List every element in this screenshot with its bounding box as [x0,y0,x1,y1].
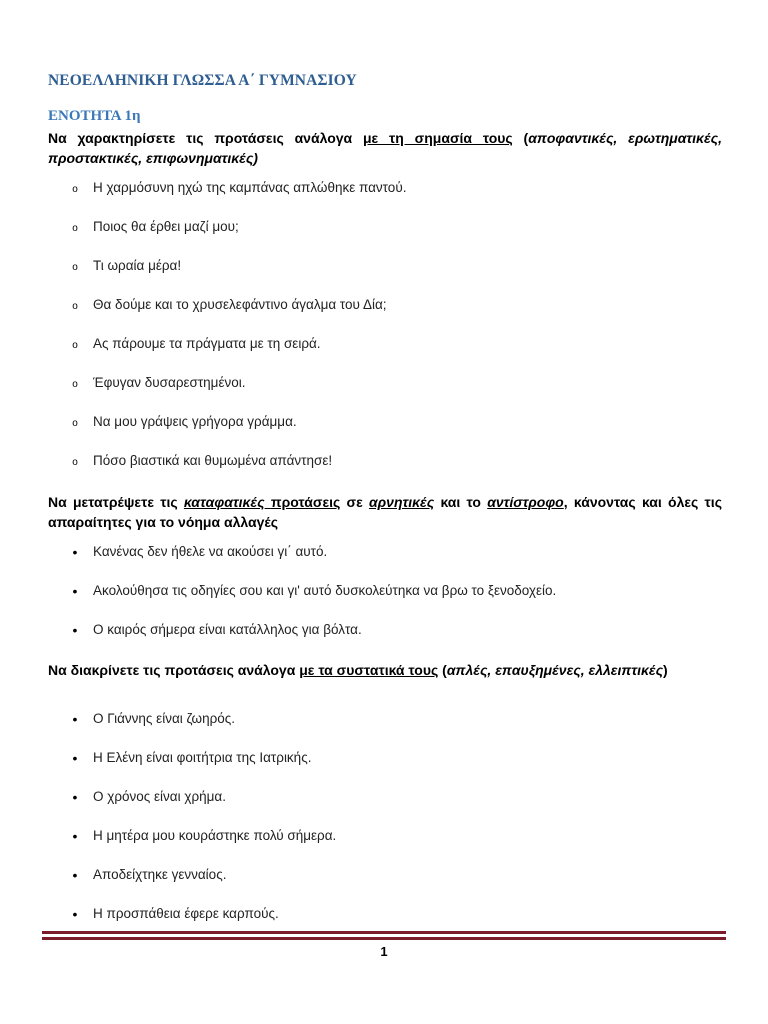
list-bullet-circle: o [72,184,78,195]
list-bullet-dot: • [72,711,78,727]
section-heading: ΕΝΟΤΗΤΑ 1η [48,108,141,124]
instruction-text: Να διακρίνετε τις προτάσεις ανάλογα [48,662,300,678]
instruction-text: , κάνοντας και όλες τις απαραίτητες για το νόημα αλλαγές [48,494,722,530]
instruction-text: ) [663,662,668,678]
list-item: Πόσο βιαστικά και θυμωμένα απάντησε! [93,453,333,468]
list-item: Αποδείχτηκε γενναίος. [93,867,227,882]
list-bullet-circle: o [72,379,78,390]
instruction-text: ( [512,130,529,146]
instruction-text: Να χαρακτηρίσετε τις προτάσεις ανάλογα [48,130,363,146]
list-bullet-circle: o [72,457,78,468]
document-title: ΝΕΟΕΛΛΗΝΙΚΗ ΓΛΩΣΣΑ Α΄ ΓΥΜΝΑΣΙΟΥ [48,72,357,89]
list-bullet-dot: • [72,750,78,766]
list-bullet-dot: • [72,789,78,805]
list-item: Ο Γιάννης είναι ζωηρός. [93,711,236,726]
list-bullet-dot: • [72,828,78,844]
instruction-keyword: αντίστροφο [487,494,564,510]
instruction-underlined: με τα συστατικά τους [299,662,439,678]
list-item: Ο καιρός σήμερα είναι κατάλληλος για βόλτα. [93,622,362,637]
instruction-underlined: με τη σημασία τους [362,130,513,146]
list-item: Έφυγαν δυσαρεστημένοι. [93,375,246,390]
instruction-keyword: καταφατικές [183,494,265,510]
list-bullet-dot: • [72,583,78,599]
list-bullet-dot: • [72,544,78,560]
list-bullet-circle: o [72,223,78,234]
exercise3-instruction [48,660,722,680]
list-bullet-circle: o [72,301,78,312]
list-bullet-circle: o [72,340,78,351]
footer-rule [42,931,726,934]
exercise2-instruction [48,492,722,532]
list-item: Ας πάρουμε τα πράγματα με τη σειρά. [93,336,321,351]
instruction-text: σε [340,494,369,510]
exercise1-instruction [48,128,722,168]
list-item: Θα δούμε και το χρυσελεφάντινο άγαλμα του Δία; [93,297,387,312]
list-bullet-dot: • [72,906,78,922]
footer-rule [42,937,726,940]
list-item: Η προσπάθεια έφερε καρπούς. [93,906,279,921]
list-item: Η Ελένη είναι φοιτήτρια της Ιατρικής. [93,750,312,765]
instruction-text: και το [434,494,488,510]
list-item: Ακολούθησα τις οδηγίες σου και γι' αυτό δυσκολεύτηκα να βρω το ξενοδοχείο. [93,583,557,598]
list-bullet-circle: o [72,418,78,429]
list-item: Η μητέρα μου κουράστηκε πολύ σήμερα. [93,828,337,843]
instruction-text: Να μετατρέψετε τις [48,494,184,510]
instruction-italic: αποφαντικές, ερωτηματικές, προστακτικές, επιφωνηματικές) [48,130,722,166]
page-number: 1 [380,944,388,959]
list-bullet-dot: • [72,622,78,638]
list-bullet-dot: • [72,867,78,883]
list-item: Ο χρόνος είναι χρήμα. [93,789,226,804]
instruction-underlined: προτάσεις [270,494,341,510]
list-bullet-circle: o [72,262,78,273]
instruction-text: ( [438,662,447,678]
list-item: Να μου γράψεις γρήγορα γράμμα. [93,414,297,429]
list-item: Ποιος θα έρθει μαζί μου; [93,219,239,234]
list-item: Κανένας δεν ήθελε να ακούσει γι΄ αυτό. [93,544,328,559]
instruction-keyword: αρνητικές [369,494,435,510]
list-item: Η χαρμόσυνη ηχώ της καμπάνας απλώθηκε παντού. [93,180,407,195]
list-item: Τι ωραία μέρα! [93,258,182,273]
instruction-italic: απλές, επαυξημένες, ελλειπτικές [446,662,664,678]
